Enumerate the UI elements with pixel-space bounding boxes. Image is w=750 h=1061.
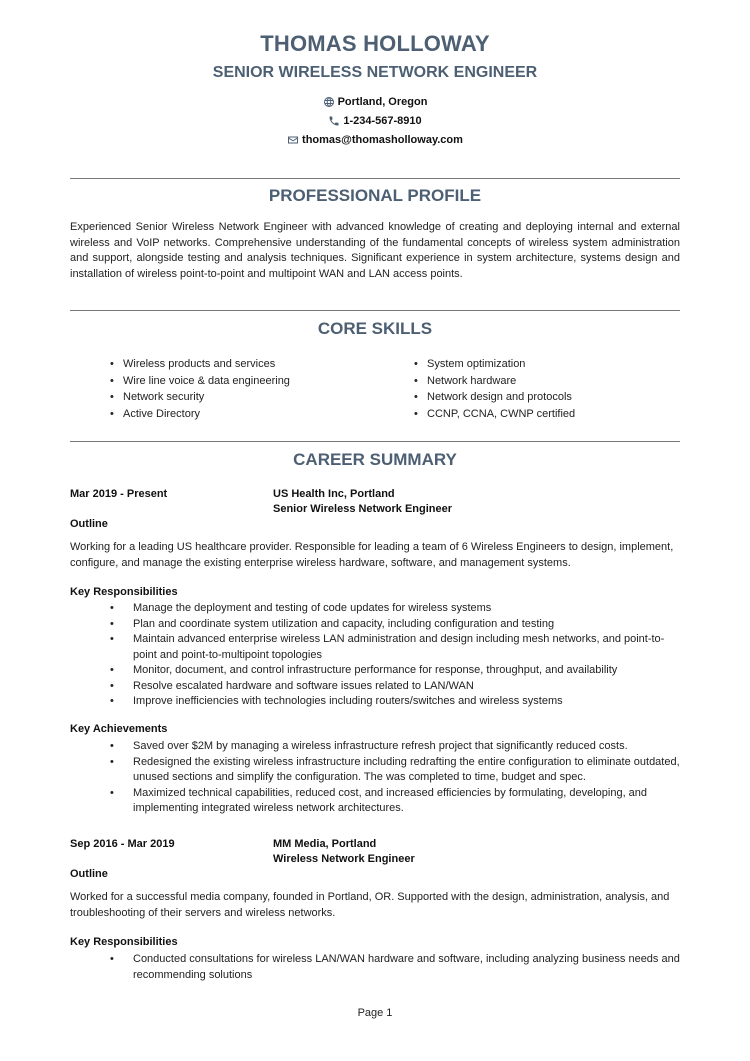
list-item: • Resolve escalated hardware and software issues related to LAN/WAN	[110, 679, 682, 695]
globe-icon	[323, 96, 335, 108]
profile-text: Experienced Senior Wireless Network Engineer with advanced knowledge of creating and deploying internal and external wireless and VoIP networks. Comprehensive understanding of the fundamental concepts of wireless system administration and support, alongside testing and analysis techniques. Significant experience in system architecture, systems design and installation of wireless point-to-point and multipoint WAN and LAN access points.	[70, 221, 680, 280]
divider	[70, 310, 680, 311]
skill-item: • System optimization	[414, 356, 575, 373]
email-text[interactable]: thomas@thomasholloway.com	[302, 134, 463, 146]
location-line	[70, 96, 680, 108]
list-item: • Improve inefficiencies with technologies including routers/switches and wireless systems	[110, 694, 682, 710]
skills-left-list	[110, 356, 290, 422]
responsibilities-list	[110, 601, 682, 710]
list-item: • Conducted consultations for wireless LAN/WAN hardware and software, including analyzing business needs and recommending solutions	[110, 952, 682, 983]
skills-right-list	[414, 356, 575, 422]
job-outline: Worked for a successful media company, founded in Portland, OR. Supported with the design, administration, analysis, and troubleshooting of their servers and wireless networks.	[70, 891, 670, 919]
skill-item: • Network design and protocols	[414, 389, 575, 406]
profile-heading: PROFESSIONAL PROFILE	[268, 186, 482, 205]
job-role: Senior Wireless Network Engineer	[273, 503, 453, 515]
outline-label: Outline	[70, 868, 108, 880]
divider	[70, 441, 680, 442]
list-item: • Maximized technical capabilities, reduced cost, and increased efficiencies by formulating, developing, and implementing integrated wireless network architectures.	[110, 786, 682, 817]
skill-item: • Network security	[110, 389, 290, 406]
skill-item: • Wire line voice & data engineering	[110, 373, 290, 390]
list-item: • Saved over $2M by managing a wireless infrastructure refresh project that significantly reduced costs.	[110, 739, 682, 755]
skill-item: • Network hardware	[414, 373, 575, 390]
achievements-label: Key Achievements	[70, 723, 168, 735]
job-company: US Health Inc, Portland	[273, 488, 395, 500]
achievements-list	[110, 739, 682, 817]
divider	[70, 178, 680, 179]
career-heading: CAREER SUMMARY	[293, 450, 457, 469]
skills-heading: CORE SKILLS	[317, 319, 433, 338]
responsibilities-list	[110, 952, 682, 983]
location-text: Portland, Oregon	[337, 96, 428, 108]
job-dates: Sep 2016 - Mar 2019	[70, 838, 175, 850]
candidate-name: THOMAS HOLLOWAY	[260, 31, 490, 56]
job-dates: Mar 2019 - Present	[70, 488, 168, 500]
list-item: • Maintain advanced enterprise wireless LAN administration and design including mesh networks, and point-to-point and point-to-multipoint topologies	[110, 632, 682, 663]
envelope-icon	[287, 134, 299, 146]
page-number: Page 1	[357, 1007, 393, 1019]
skill-item: • Active Directory	[110, 406, 290, 423]
list-item: • Redesigned the existing wireless infrastructure including redrafting the entire configuration to eliminate outdated, unused sections and simplify the configuration. The was completed to time, budget and spec.	[110, 755, 682, 786]
phone-line	[70, 115, 680, 127]
list-item: • Plan and coordinate system utilization and capacity, including configuration and testing	[110, 617, 682, 633]
list-item: • Manage the deployment and testing of code updates for wireless systems	[110, 601, 682, 617]
job-role: Wireless Network Engineer	[273, 853, 415, 865]
outline-label: Outline	[70, 518, 108, 530]
phone-text: 1-234-567-8910	[343, 115, 422, 127]
skill-item: • Wireless products and services	[110, 356, 290, 373]
job-outline: Working for a leading US healthcare provider. Responsible for leading a team of 6 Wireless Engineers to design, implement, configure, and manage the existing enterprise wireless hardware, software, and management systems.	[70, 541, 674, 569]
phone-icon	[328, 115, 340, 127]
candidate-title: SENIOR WIRELESS NETWORK ENGINEER	[212, 64, 538, 81]
responsibilities-label: Key Responsibilities	[70, 586, 178, 598]
list-item: • Monitor, document, and control infrastructure performance for response, throughput, and availability	[110, 663, 682, 679]
skill-item: • CCNP, CCNA, CWNP certified	[414, 406, 575, 423]
email-line	[70, 134, 680, 146]
job-company: MM Media, Portland	[273, 838, 377, 850]
responsibilities-label: Key Responsibilities	[70, 936, 178, 948]
